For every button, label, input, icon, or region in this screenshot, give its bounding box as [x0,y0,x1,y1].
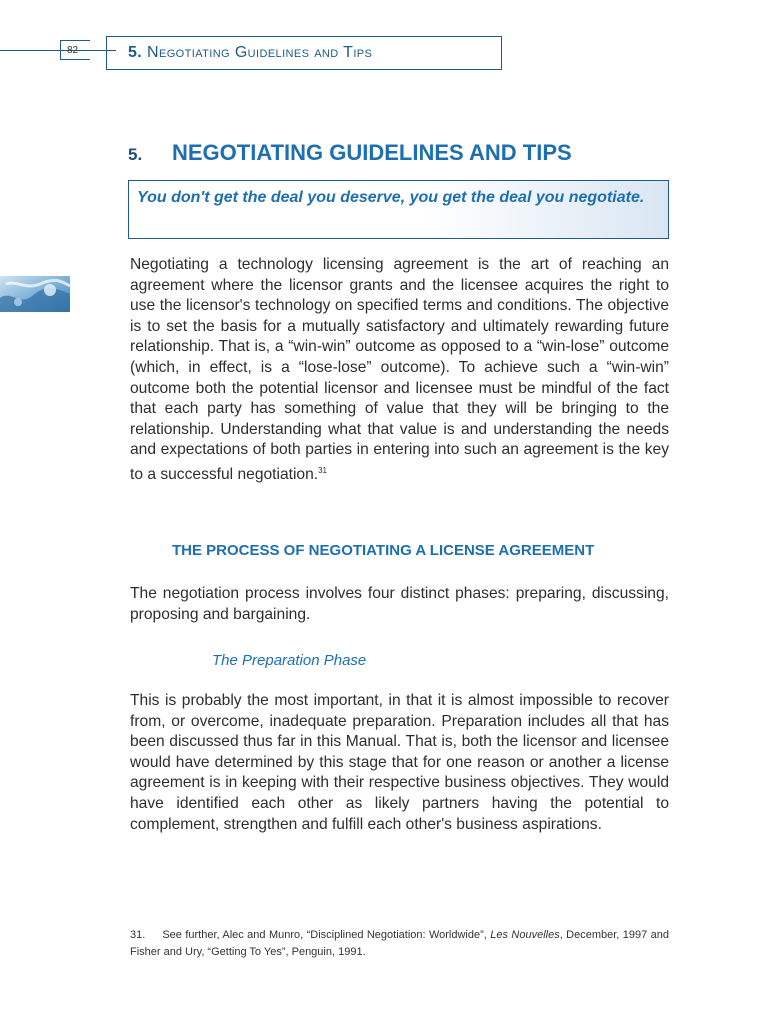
intro-paragraph [130,255,669,486]
running-header-title [128,44,372,62]
chapter-number: 5. [128,145,143,164]
quote-text: You don't get the deal you deserve, you get the deal you negotiate. [137,189,645,206]
process-paragraph: The negotiation process involves four distinct phases: preparing, discussing, proposing and bargaining. [130,585,669,623]
preparation-paragraph: This is probably the most important, in that it is almost impossible to recover from, or overcome, inadequate preparation. Preparation includes all that has been discussed thus far in this Manual. That is, both the licensor and licensee would have determined by this stage that for one reason or another a license agreement is in keeping with their respective business objectives. They would have identified each other as likely partners having the potential to complement, strengthen and fulfill each other's business aspirations. [130,692,669,833]
quote-box [128,180,669,239]
running-header-text: Negotiating Guidelines and Tips [147,44,373,61]
footnote [130,927,669,961]
page-number: 82 [60,40,90,60]
footnote-number: 31. [130,929,146,941]
footnote-text-end: , December, 1997 and Fisher and Ury, “Getting To Yes”, Penguin, 1991. [130,929,670,958]
chapter-title-text: NEGOTIATING GUIDELINES AND TIPS [172,140,572,165]
decorative-image [0,276,70,312]
intro-paragraph-text: Negotiating a technology licensing agreement is the art of reaching an agreement where the licensor grants and the licensee acquires the right to use the licensor's technology on specified terms and conditions. The objective is to set the basis for a mutually satisfactory and ultimately rewarding future relationship. That is, a “win-win” outcome as opposed to a “win-lose” outcome (which, in effect, is a “lose-lose” outcome). To achieve such a “win-win” outcome both the potential licensor and licensee must be mindful of the fact that each party has something of value that they will be bringing to the relationship. Understanding what that value is and understanding the needs and expectations of both parties in entering into such an agreement is the key to a successful negotiation. [130,256,669,484]
footnote-ref: 31 [318,465,328,475]
footnote-text-start: See further, Alec and Munro, “Disciplined Negotiation: Worldwide”, [162,929,491,941]
subheading: The Preparation Phase [212,652,367,669]
chapter-title [128,140,572,166]
decorative-image-graphic [0,276,70,312]
running-header-number: 5. [128,44,143,61]
header-rule [0,50,116,51]
footnote-publication: Les Nouvelles [490,929,560,941]
section-heading: THE PROCESS OF NEGOTIATING A LICENSE AGREEMENT [172,542,595,559]
